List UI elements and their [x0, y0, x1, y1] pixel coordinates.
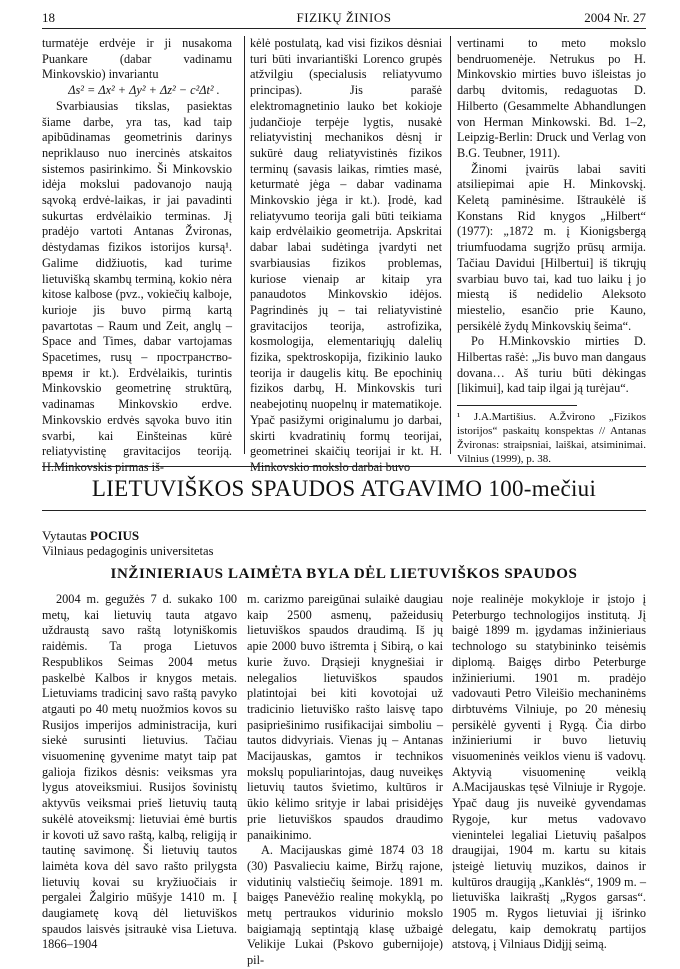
paragraph: Svarbiausias tikslas, pasiektas šiame darbe, yra tas, kad taip apibūdinamas geometrinis darinys nepriklauso nuo inercinės atskaitos sistemos pasirinkimo. Ši Minkovskio idėja mokslui padovanojo naują sąvoką erdvė-laikas, ir jai pavadinti sukurtas erdvėlaikio terminas. Jį pradėjo vartoti Antanas Žvironas, dėstydamas fizikos istorijos kursą¹. Galime didžiuotis, kad turime lietuvišką skambų terminą, kokio nėra kitose kalbose (pvz., vokiečių kalboje, kurioje jis buvo pirmą kartą pavartotas – Raum und Zeit, anglų – Space and Times, dabar vartojamas Spacetimes, rusų – пространство-время ir kt.). Erdvėlaikis, turintis Minkovskio geometrinę struktūrą, vadinamas Minkovskio erdve. Minkovskio erdvės sąvoka buvo itin svarbi, kai Einšteinas kūrė reliatyvistinę gravitacijos teoriją.	[42, 98, 232, 459]
lower-column-1	[42, 592, 237, 953]
paragraph: turmatėje erdvėje ir ji nusakoma Puankare (dabar vadinamu Minkovskio) invariantu	[42, 36, 232, 82]
section-rule-bottom	[42, 510, 646, 511]
paragraph: 2004 m. gegužės 7 d. sukako 100 metų, kai lietuvių tauta atgavo uždraustą savo raštą lotyniškomis raidėmis. Ta proga Lietuvos Respublikos Seimas 2004 metus paskelbė Kalbos ir knygos metais. Lietuviams tradicinį savo raštą pavyko atgauti po 40 metų nuožmios kovos su Rusijos imperijos administracija, kuri siekė surusinti lietuvius. Tačiau visuomeninę gyvenime matyt taip pat galioja fizikos dėsnis: veiksmas yra lygus atoveiksmiui. Rusijos šovinistų aktyvūs veiksmai prieš lietuvių tautą sukėlė atoveiksmį: lietuviai ėmė burtis ir kovoti už savo raštą, kalbą, religiją ir tautinę savimonę. Ši lietuvių tautos laimėta kova dėl savo rašto prilygsta lietuvių kovai su kryžiuočiais ir pergalei Žalgirio mūšyje 1410 m. Į daugiametę kovą dėl lietuviškos spaudos laisvės įsitraukė visa Lietuva. 1866–1904	[42, 592, 237, 952]
upper-column-3	[457, 36, 646, 466]
running-header	[42, 10, 646, 26]
article-title: INŽINIERIAUS LAIMĖTA BYLA DĖL LIETUVIŠKOS SPAUDOS	[110, 566, 578, 582]
paragraph: A. Macijauskas gimė 1874 03 18 (30) Pasvalieciu kaime, Biržų rajone, vidutinių valstiečių šeimoje. 1891 m. baigęs Panevėžio realinę mokyklą, po metų pertraukos vidurinio mokslo baigiamąją septintąją klasę užbaigė Velikije Lukai (Pskovo gubernijoje) pil-	[247, 843, 443, 968]
lower-column-3	[452, 592, 646, 953]
header-rule	[42, 28, 646, 29]
author-name	[42, 528, 139, 543]
paragraph: Žinomi įvairūs labai saviti atsiliepimai apie H. Minkovskį. Keletą paminėsime. Ištraukėlė iš Konstans Rid knygos „Hilbert“ (1977): „1872 m. į Kionigsbergą triumfuodama sugrįžo prūsų armija. Tačiau Davidui [Hilbertui] iš tikrųjų svarbiau buvo tai, kad tuo laiku į jo miestą iš nedidelio Aleksoto miestelio, esančio prie Kauno, persikėlė žydų Minkovskių šeima“.	[457, 161, 646, 333]
author-first-name: Vytautas	[42, 528, 87, 543]
author-last-name: POCIUS	[90, 528, 140, 543]
lower-column-2	[247, 592, 443, 969]
journal-title: FIZIKŲ ŽINIOS	[296, 10, 392, 25]
column-divider	[450, 36, 451, 454]
column-divider	[244, 36, 245, 454]
section-title: LIETUVIŠKOS SPAUDOS ATGAVIMO 100-mečiui	[91, 476, 597, 501]
footnote-rule	[457, 405, 577, 406]
upper-column-2	[250, 36, 442, 476]
page-number: 18	[42, 10, 55, 25]
section-rule-top	[42, 466, 646, 467]
paragraph: m. carizmo pareigūnai sulaikė daugiau kaip 2500 asmenų, pažeidusių lietuviškos spaudos draudimą. Iš jų apie 2000 buvo ištremta į Sibirą, o kai kurie žuvo. Drąsieji knygnešiai ir nelegalios lietuviškos spaudos platintojai bei kiti kovotojai už tradicinio lietuviško rašto laisvę tapo pasipriešinimo rusifikacijai simboliu – tautos didvyriais. Vienas jų – Antanas Macijauskas, gamtos ir technikos mokslų populiarintojas, daug nuveikęs lietuvių tautos švietimo, kultūros ir ūkio kėlimo srityje ir labai prisidėjęs prie lietuviškos spaudos draudimo panaikinimo.	[247, 592, 443, 842]
paragraph: vertinami to meto mokslo bendruomenėje. Netrukus po H. Minkovskio mirties buvo išleistas jo darbų dvitomis, redaguotas D. Hilberto (Gesammelte Abhandlungen von Herman Minkowski. Bd. 1–2, Leipzig-Berlin: Druck und Verlag von B.G. Teubner, 1911).	[457, 36, 646, 160]
invariant-formula: Δs² = Δx² + Δy² + Δz² − c²Δt² .	[68, 83, 220, 98]
footnote: ¹ J.A.Martišius. A.Žvirono „Fizikos istorijos“ paskaitų konspektas // Antanas Žvironas: straipsniai, laiškai, atsiminimai. Vilnius (1999), p. 38.	[457, 411, 646, 466]
author-affiliation: Vilniaus pedagoginis universitetas	[42, 544, 214, 558]
paragraph: Po H.Minkovskio mirties D. Hilbertas rašė: „Jis buvo man dangaus dovana… Aš turiu būti dėkingas [likimui], kad taip ilgai ją turėjau“.	[457, 334, 646, 396]
upper-column-1	[42, 36, 232, 476]
paragraph: noje realinėje mokykloje ir įstojo į Peterburgo technologijos institutą. Jį baigė 1899 m. įgydamas inžinieriaus technologo su statybininko teisėmis diplomą. Baigęs dirbo Peterburge inžinieriumi. 1901 m. pradėjo vadovauti Petro Vileišio mechaninėms dirbtuvėms Vilniuje, po 20 mėnesių persikėlė gyventi į Rygą. Čia dirbo inžinieriumi ir buvo lietuvių visuomeninės veiklos vienu iš vadovų. Aktyvią visuomeninę veiklą A.Macijauskas tęsė Vilniuje ir Rygoje. Ypač daug jis nuveikė gyvendamas Rygoje, kur metus vadovavo vienintelei legaliai Lietuvių pašalpos draugijai, 1904 m. kartu su kitais įsteigė lietuvių muzikos, dainos ir kultūros draugiją „Kanklės“, 1909 m. – lietuviška laikraštį „Rygos garsas“. 1905 m. Rygos lietuviai jį išrinko delegatu, kaip demokratų partijos atstovą, į Vilniaus Didįjį seimą.	[452, 592, 646, 952]
paragraph: kėlė postulatą, kad visi fizikos dėsniai turi būti invariantiški Lorenco grupės atžvilgiu (specialusis reliatyvumo principas). Jis parašė elektromagnetinio lauko bet kokioje judančioje terpėje lygtis, nusakė reliatyvistinį mechanikos dėsnį ir sukūrė daug reliatyvistinės fizikos terminų (savasis laikas, rimties masė, keturmatė jėga – dabar vadinama Minkovskio jėga ir kt.). Įrodė, kad reliatyvumo teorija gali būti teikiama kaip erdvėlaikio geometrija. Apskritai dabar labai sudėtinga įvardyti net svarbiausias fizikos problemas, kuriose vienaip ar kitaip yra panaudotos Minkovskio idėjos. Pagrindinės jų – tai reliatyvistinė gravitacijos teorija, astrofizika, kosmologija, elementariųjų dalelių fizika, spektroskopija, fizikinio lauko teorija ir daugelis kitų. Be epochinių fizikos darbų, H. Minkovskis turi neabejotinų nuopelnų ir matematikoje. Ypač pasižymi originalumu jo darbai, skirti kvadratinių formų teorijai, geometrinei skaičių teorijai ir kt. H.	[250, 36, 442, 459]
issue-label: 2004 Nr. 27	[584, 10, 646, 25]
